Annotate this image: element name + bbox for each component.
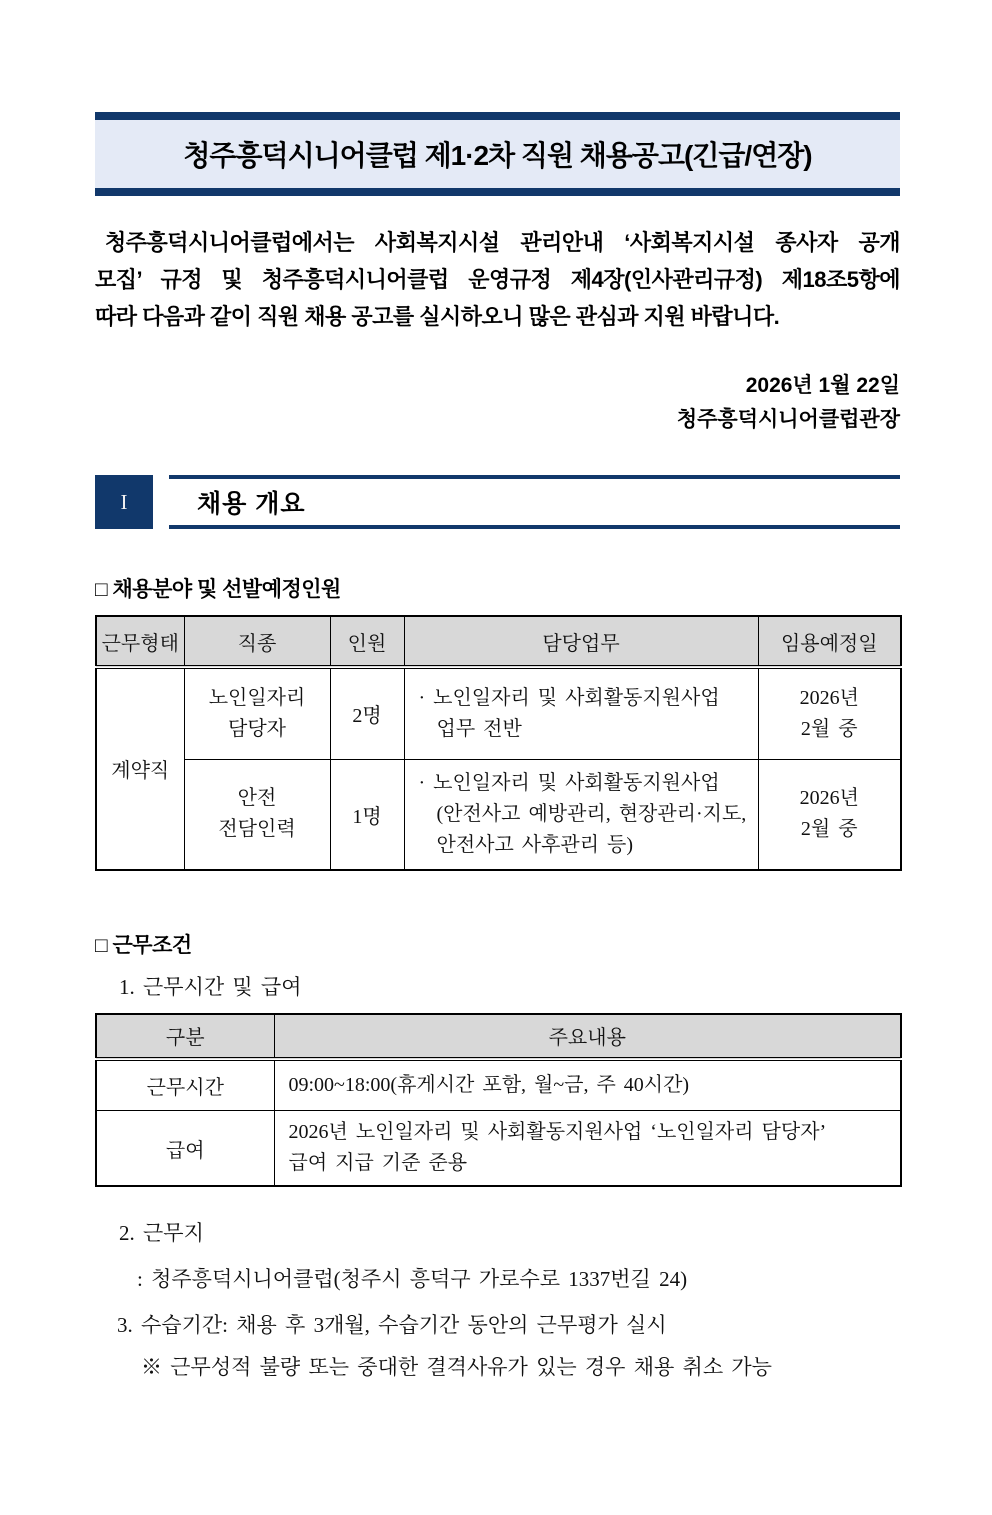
col-header-work-type: 근무형태 — [96, 616, 184, 667]
position-line: 노인일자리 — [208, 686, 306, 709]
cell-position — [184, 667, 330, 759]
list-item-work-hours-pay: 1. 근무시간 및 급여 — [119, 974, 302, 999]
col-header-details: 주요내용 — [274, 1014, 901, 1059]
date-line: 2월 중 — [800, 818, 858, 840]
table-row — [96, 759, 901, 870]
date-line: 2026년 — [799, 686, 859, 709]
col-header-category: 구분 — [96, 1014, 274, 1059]
intro-line-3: 따라 다음과 같이 직원 채용 공고를 실시하오니 많은 관심과 지원 바랍니다. — [95, 304, 780, 329]
intro-paragraph — [95, 224, 900, 335]
duty-line: 안전사고 사후관리 등) — [436, 833, 634, 856]
intro-line-1: 청주흥덕시니어클럽에서는 사회복지시설 관리안내 ‘사회복지시설 종사자 공개 — [105, 230, 900, 255]
cell-start-date — [758, 759, 901, 870]
duty-line: · 노인일자리 및 사회활동지원사업 — [418, 686, 720, 709]
col-header-count: 인원 — [330, 616, 404, 667]
conditions-table — [95, 1013, 902, 1188]
issuer-name: 청주흥덕시니어클럽관장 — [676, 408, 900, 431]
section-title-rule — [169, 475, 900, 529]
cell-start-date — [758, 667, 901, 759]
pay-detail-line: 급여 지급 기준 준용 — [288, 1152, 468, 1174]
col-header-position: 직종 — [184, 616, 330, 667]
document-title: 청주흥덕시니어클럽 제1·2차 직원 채용공고(긴급/연장) — [183, 140, 812, 171]
table-row — [96, 667, 901, 759]
probation-note: ※ 근무성적 불량 또는 중대한 결격사유가 있는 경우 채용 취소 가능 — [141, 1355, 772, 1379]
date-line: 2월 중 — [800, 717, 858, 740]
issue-date: 2026년 1월 22일 — [745, 374, 900, 397]
pay-detail-line: 2026년 노인일자리 및 사회활동지원사업 ‘노인일자리 담당자’ — [288, 1121, 827, 1143]
title-banner — [95, 112, 900, 196]
list-item-workplace: 2. 근무지 — [119, 1221, 204, 1245]
subheading-recruit-fields: □ 채용분야 및 선발예정인원 — [95, 578, 341, 601]
cell-label-work-hours: 근무시간 — [96, 1059, 274, 1111]
section-numeral-box: I — [95, 475, 153, 529]
subheading-work-conditions: □ 근무조건 — [95, 933, 192, 957]
duty-line: · 노인일자리 및 사회활동지원사업 — [418, 771, 720, 794]
table-row — [96, 1111, 901, 1187]
cell-label-pay: 급여 — [96, 1111, 274, 1187]
cell-pay-detail — [274, 1111, 901, 1187]
cell-position — [184, 759, 330, 870]
cell-duties — [404, 667, 758, 759]
workplace-address: : 청주흥덕시니어클럽(청주시 흥덕구 가로수로 1337번길 24) — [137, 1267, 688, 1291]
recruitment-table — [95, 615, 902, 871]
position-line: 담당자 — [228, 717, 286, 740]
cell-duties — [404, 759, 758, 870]
duty-line: 업무 전반 — [436, 717, 522, 740]
position-line: 전담인력 — [218, 818, 296, 840]
intro-line-2: 모집’ 규정 및 청주흥덕시니어클럽 운영규정 제4장(인사관리규정) 제18조5항에 — [95, 267, 900, 292]
cell-work-type: 계약직 — [96, 667, 184, 870]
duty-line: (안전사고 예방관리, 현장관리·지도, — [436, 802, 747, 825]
cell-count: 1명 — [330, 759, 404, 870]
section-header-overview — [95, 475, 900, 529]
issue-block — [95, 369, 900, 437]
position-line: 안전 — [237, 787, 277, 809]
document-page — [95, 112, 900, 1381]
cell-count: 2명 — [330, 667, 404, 759]
col-header-start-date: 임용예정일 — [758, 616, 901, 667]
recruitment-table-header-row — [96, 616, 901, 667]
list-item-probation: 3. 수습기간: 채용 후 3개월, 수습기간 동안의 근무평가 실시 — [117, 1313, 667, 1337]
section-title: 채용 개요 — [197, 490, 306, 518]
cell-work-hours-detail: 09:00~18:00(휴게시간 포함, 월~금, 주 40시간) — [274, 1059, 901, 1111]
conditions-table-header-row — [96, 1014, 901, 1059]
col-header-duties: 담당업무 — [404, 616, 758, 667]
table-row — [96, 1059, 901, 1111]
date-line: 2026년 — [799, 787, 859, 809]
